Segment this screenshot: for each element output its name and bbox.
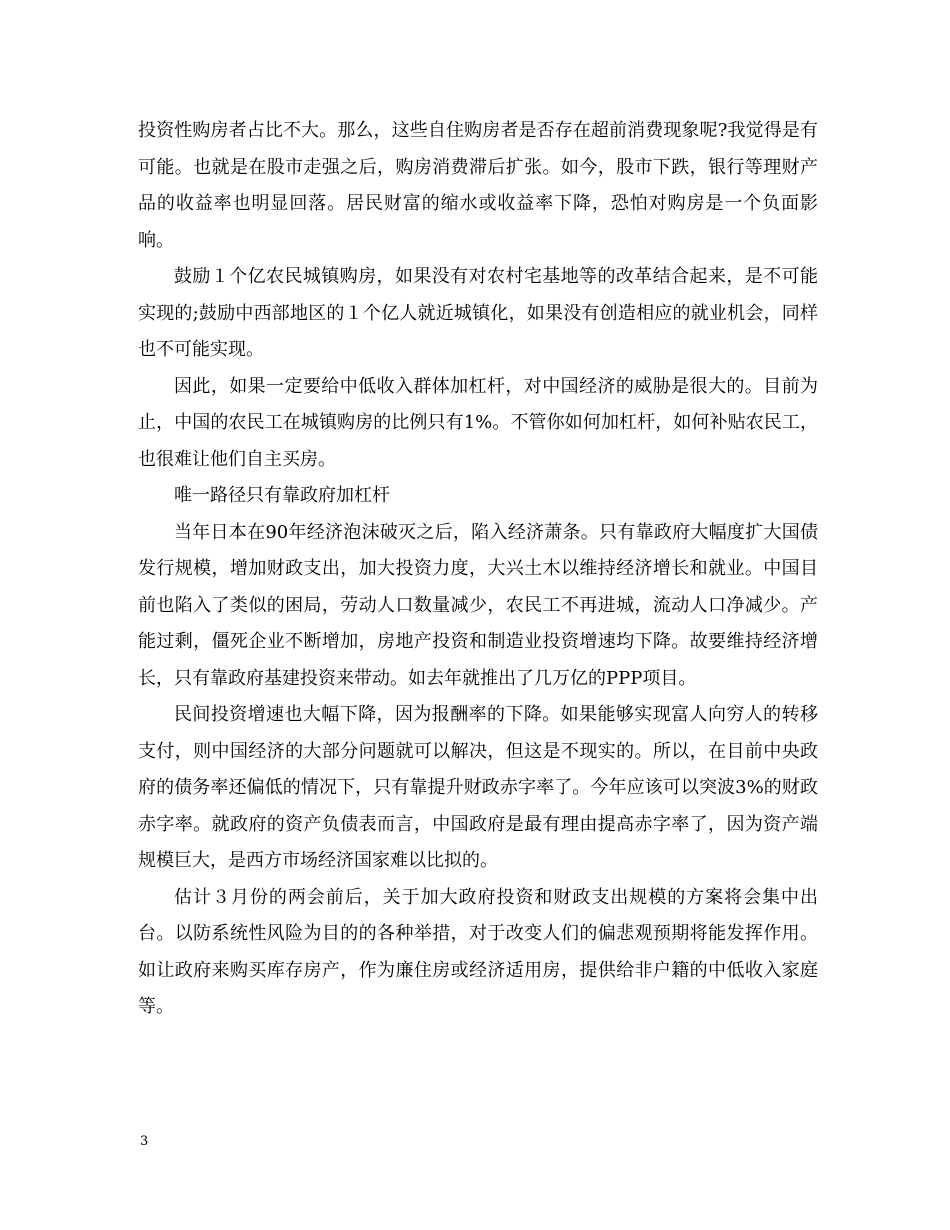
- paragraph-3: 因此，如果一定要给中低收入群体加杠杆，对中国经济的威胁是很大的。目前为止，中国的农民工在城镇购房的比例只有1%。不管你如何加杠杆，如何补贴农民工，也很难让他们自主买房。: [138, 375, 818, 470]
- paragraph-4: 当年日本在90年经济泡沫破灭之后，陷入经济萧条。只有靠政府大幅度扩大国债发行规模，增加财政支出，加大投资力度，大兴土木以维持经济增长和就业。中国目前也陷入了类似的困局，劳动人口数量减少，农民工不再进城，流动人口净减少。产能过剩，僵死企业不断增加，房地产投资和制造业投资增速均下降。故要维持经济增长，只有靠政府基建投资来带动。如去年就推出了几万亿的PPP项目。: [138, 521, 818, 689]
- page-number: 3: [140, 1134, 149, 1149]
- paragraph-2: 鼓励１个亿农民城镇购房，如果没有对农村宅基地等的改革结合起来，是不可能实现的;鼓励中西部地区的１个亿人就近城镇化，如果没有创造相应的就业机会，同样也不可能实现。: [138, 266, 818, 360]
- section-heading: 唯一路径只有靠政府加杠杆: [174, 485, 390, 506]
- paragraph-6: 估计３月份的两会前后，关于加大政府投资和财政支出规模的方案将会集中出台。以防系统性风险为目的的各种举措，对于改变人们的偏悲观预期将能发挥作用。如让政府来购买库存房产，作为廉住房或经济适用房，提供给非户籍的中低收入家庭等。: [138, 886, 818, 1017]
- paragraph-1: 投资性购房者占比不大。那么，这些自住购房者是否存在超前消费现象呢?我觉得是有可能。也就是在股市走强之后，购房消费滞后扩张。如今，股市下跌，银行等理财产品的收益率也明显回落。居民财富的缩水或收益率下降，恐怕对购房是一个负面影响。: [138, 120, 818, 251]
- body-text: [138, 113, 818, 1026]
- paragraph-5: 民间投资增速也大幅下降，因为报酬率的下降。如果能够实现富人向穷人的转移支付，则中国经济的大部分问题就可以解决，但这是不现实的。所以，在目前中央政府的债务率还偏低的情况下，只有靠提升财政赤字率了。今年应该可以突波3%的财政赤字率。就政府的资产负债表而言，中国政府是最有理由提高赤字率了，因为资产端规模巨大，是西方市场经济国家难以比拟的。: [138, 704, 818, 871]
